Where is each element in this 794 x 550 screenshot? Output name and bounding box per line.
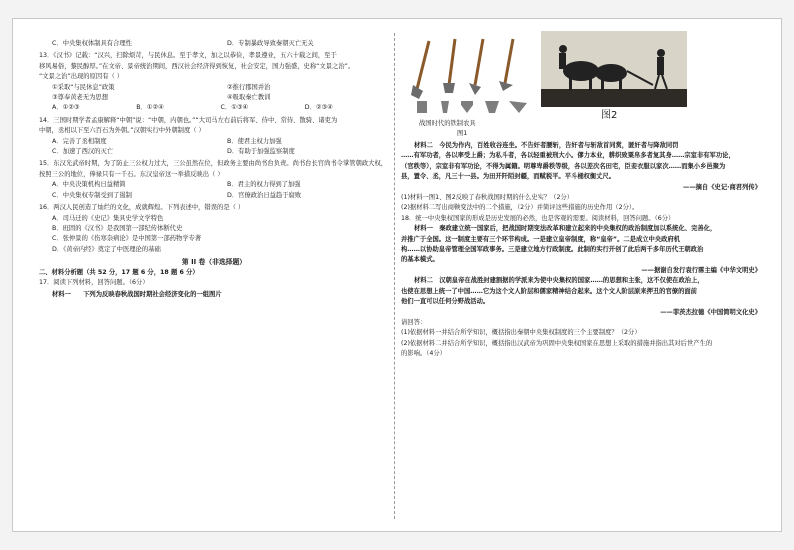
q13-item-1: ①采取“与民休息”政策 xyxy=(52,83,115,91)
q14-option-b: B．使君主权力加强 xyxy=(227,137,282,145)
q18-material2-line1: 材料二 汉朝皇帝在战胜封建割据的学派来为使中央集权的国家……的思想和主张，这不仅使在政治上， xyxy=(414,277,704,285)
iron-tools-illustration xyxy=(409,33,539,117)
q18-material1-line1: 材料一 秦政建立统一国家后，把战国时期变法改革和建立起来的中央集权的政治制度加以系统化、完善化， xyxy=(414,225,717,233)
q18-subq2-line1: (2)依据材料二并结合所学知识，概括指出汉武帝为巩固中央集权国家在思想上采取的措施并指出其对后世产生的 xyxy=(401,339,713,347)
q15-options-ab xyxy=(39,180,389,190)
q15-stem-line2: 按照三公的地位，俸禄只有一千石。东汉皇帝这一举措反映出（ ） xyxy=(39,170,224,178)
q15-option-c: C．中央集权专制受到了遏制 xyxy=(52,191,132,199)
left-column xyxy=(39,39,389,301)
q16-option-b: B．班固的《汉书》是我国第一部纪传体断代史 xyxy=(52,224,183,232)
q13-option-d: D．②③④ xyxy=(304,104,333,112)
q14-options-ab xyxy=(39,137,389,147)
q13-option-b: B．①②④ xyxy=(136,104,164,112)
ox-plowing-illustration xyxy=(541,31,687,107)
q14-option-d: D．有助于加强监察制度 xyxy=(227,148,295,156)
q18-material2-source: ——菲茨杰拉德《中国简明文化史》 xyxy=(660,308,761,316)
q17-stem: 17．阅读下列材料，回答问题。（6分） xyxy=(39,278,149,286)
section-2-heading: 二、材料分析题（共 52 分，17 题 6 分，18 题 6 分） xyxy=(39,268,199,276)
material1-desc: 下列为反映春秋战国时期社会经济变化的一组图片 xyxy=(83,291,222,299)
q17-material1-line xyxy=(39,290,389,300)
q16-option-a: A．司马迁的《史记》集具史学文学特色 xyxy=(52,214,164,222)
q18-material1-line2: 并推广于全国。这一制度主要有三个环节构成。一是建立皇帝制度，称“皇帝”。二是成立中央政府机 xyxy=(401,235,681,243)
figure-2-label: 图2 xyxy=(601,110,618,121)
q15-options-cd xyxy=(39,191,389,201)
q18-subq1: (1)依据材料一并结合所学知识，概括指出秦朝中央集权制度的三个主要制度？（2分） xyxy=(401,329,641,337)
q18-material1-line4: 的基本模式。 xyxy=(401,256,439,264)
q17-material2-line4: 县，置令、丞，凡三十一县。为田开阡陌封疆，而赋税平。平斗桶权衡丈尺。 xyxy=(401,173,616,181)
q18-prompt: 请回答： xyxy=(401,318,427,326)
q13-option-a: A．①②③ xyxy=(52,104,80,112)
column-divider xyxy=(394,33,395,519)
figure-1-label: 图1 xyxy=(457,130,468,137)
q14-options-cd xyxy=(39,147,389,157)
figure-1-iron-tools xyxy=(409,33,539,137)
q15-option-a: A．中央决策机构日益精简 xyxy=(52,181,126,189)
q13-stem-line2: 移风易俗，黎民醇厚。”在文帝、景帝统治期间，西汉社会经济得到恢复，社会安定，国力强盛，史称“文景之治”。 xyxy=(39,62,355,70)
q18-material2-line2: 也使在思想上统一了中国……它为这个文人阶层和儒家精神结合起来。这个文人阶层原来押丑的官僚的面前 xyxy=(401,287,697,295)
q14-option-c: C．加速了西汉的灭亡 xyxy=(52,148,114,156)
q17-material2-source: ——摘自《史记·商君列传》 xyxy=(683,183,761,191)
figure-row xyxy=(401,29,771,141)
q18-stem: 18．统一中央集权国家的形成是历史发展的必然，也是客观的需要。阅读材料，回答问题。（6分） xyxy=(401,214,675,222)
q17-material2-line2: ……有军功者，各以率受上爵；为私斗者，各以轻重被刑大小。僇力本业，耕织致粟帛多者复其身……宗室非有军功论， xyxy=(401,152,735,160)
q15-stem-line1: 15．东汉光武帝时期，为了防止三公权力过大，三公虽然在位，但政务主要由尚书台负责。尚书台长官尚书令掌管朝政大权， xyxy=(39,160,388,168)
q18-material1-line3: 构……以协助皇帝管理全国军政事务。三是建立地方行政制度。此制的实行开创了此后两千多年历代王朝政治 xyxy=(401,246,704,254)
q12-option-c: C．中央集权体制具有合理性 xyxy=(52,40,132,47)
q14-option-a: A．完善了丞相制度 xyxy=(52,137,107,145)
q17-subq2: (2)据材料二写出商鞅变法中的二个措施，（2分）并简评这些措施的历史作用（2分）。 xyxy=(401,204,639,212)
q16-option-d: D．《黄帝内经》奠定了中医理论的基础 xyxy=(52,245,161,253)
q16-option-c: C．张仲景的《伤寒杂病论》是中国第一部药物学专著 xyxy=(52,235,202,243)
q12-option-d: D．专制暴政导致秦朝灭亡无关 xyxy=(227,40,314,47)
q12-options-cd xyxy=(39,39,389,49)
q18-subq2-line2: 的影响。（4分） xyxy=(401,350,446,358)
exam-page xyxy=(12,18,782,532)
q14-stem-line1: 14．三国时期学者孟康解释“中朝”说：“中朝，内朝也。”“大司马左右前后将军、侍中、常侍、散骑、诸吏为 xyxy=(39,116,338,124)
q13-stem-line1: 13．《汉书》记载：“汉兴，扫除烦苛，与民休息。至于孝文，加之以恭俭，孝景遵业，五六十载之间，至于 xyxy=(39,52,337,60)
q17-material2-line1: 材料二 今民为作内，百姓收谷连坐。不告奸者腰斩，告奸者与斩敌首同赏，匿奸者与降敌同罚 xyxy=(414,142,679,149)
right-column xyxy=(401,29,771,360)
figure-1-caption: 战国时代的铁制农具 xyxy=(419,120,476,127)
q13-option-c: C．①③④ xyxy=(220,104,249,112)
q17-material2-line3: （官秩等），宗室非有军功论，不得为属籍。明尊卑爵秩等级，各以差次名田宅，臣妾衣服以家次……而集小乡邑聚为 xyxy=(401,162,726,170)
q13-options xyxy=(39,103,389,113)
q13-items-12 xyxy=(39,83,389,93)
q17-subq1: (1)材料一图1、图2反映了春秋战国时期的什么史实？（2分） xyxy=(401,194,574,202)
q13-items-34 xyxy=(39,93,389,103)
q13-item-4: ④吸取秦亡教训 xyxy=(227,94,271,102)
q16-stem: 16．两汉人民创造了灿烂的文化，成就辉煌。下列表述中，错误的是（ ） xyxy=(39,204,245,212)
q13-item-3: ③尊奉黄老无为思想 xyxy=(52,94,109,102)
section-2-title: 第 II 卷（非选择题） xyxy=(181,258,247,267)
figure-2-ox-plowing xyxy=(541,31,687,135)
q15-option-d: D．官僚政治日益趋于腐败 xyxy=(227,191,302,199)
q13-item-2: ②推行郡国并治 xyxy=(227,83,271,91)
material1-label: 材料一 xyxy=(52,291,71,299)
q14-stem-line2: 中朝，丞相以下至六百石为外朝。”汉朝实行中外朝制度（ ） xyxy=(39,127,205,135)
q18-material2-line3: 他们一直可以任何分野战活动。 xyxy=(401,298,490,306)
q13-stem-line3: “文景之治”出现的原因有（ ） xyxy=(39,73,124,81)
q18-material1-source: ——据谢自发行袁行霈主编《中华文明史》 xyxy=(641,266,761,274)
q15-option-b: B．君主的权力得到了加强 xyxy=(227,181,301,189)
